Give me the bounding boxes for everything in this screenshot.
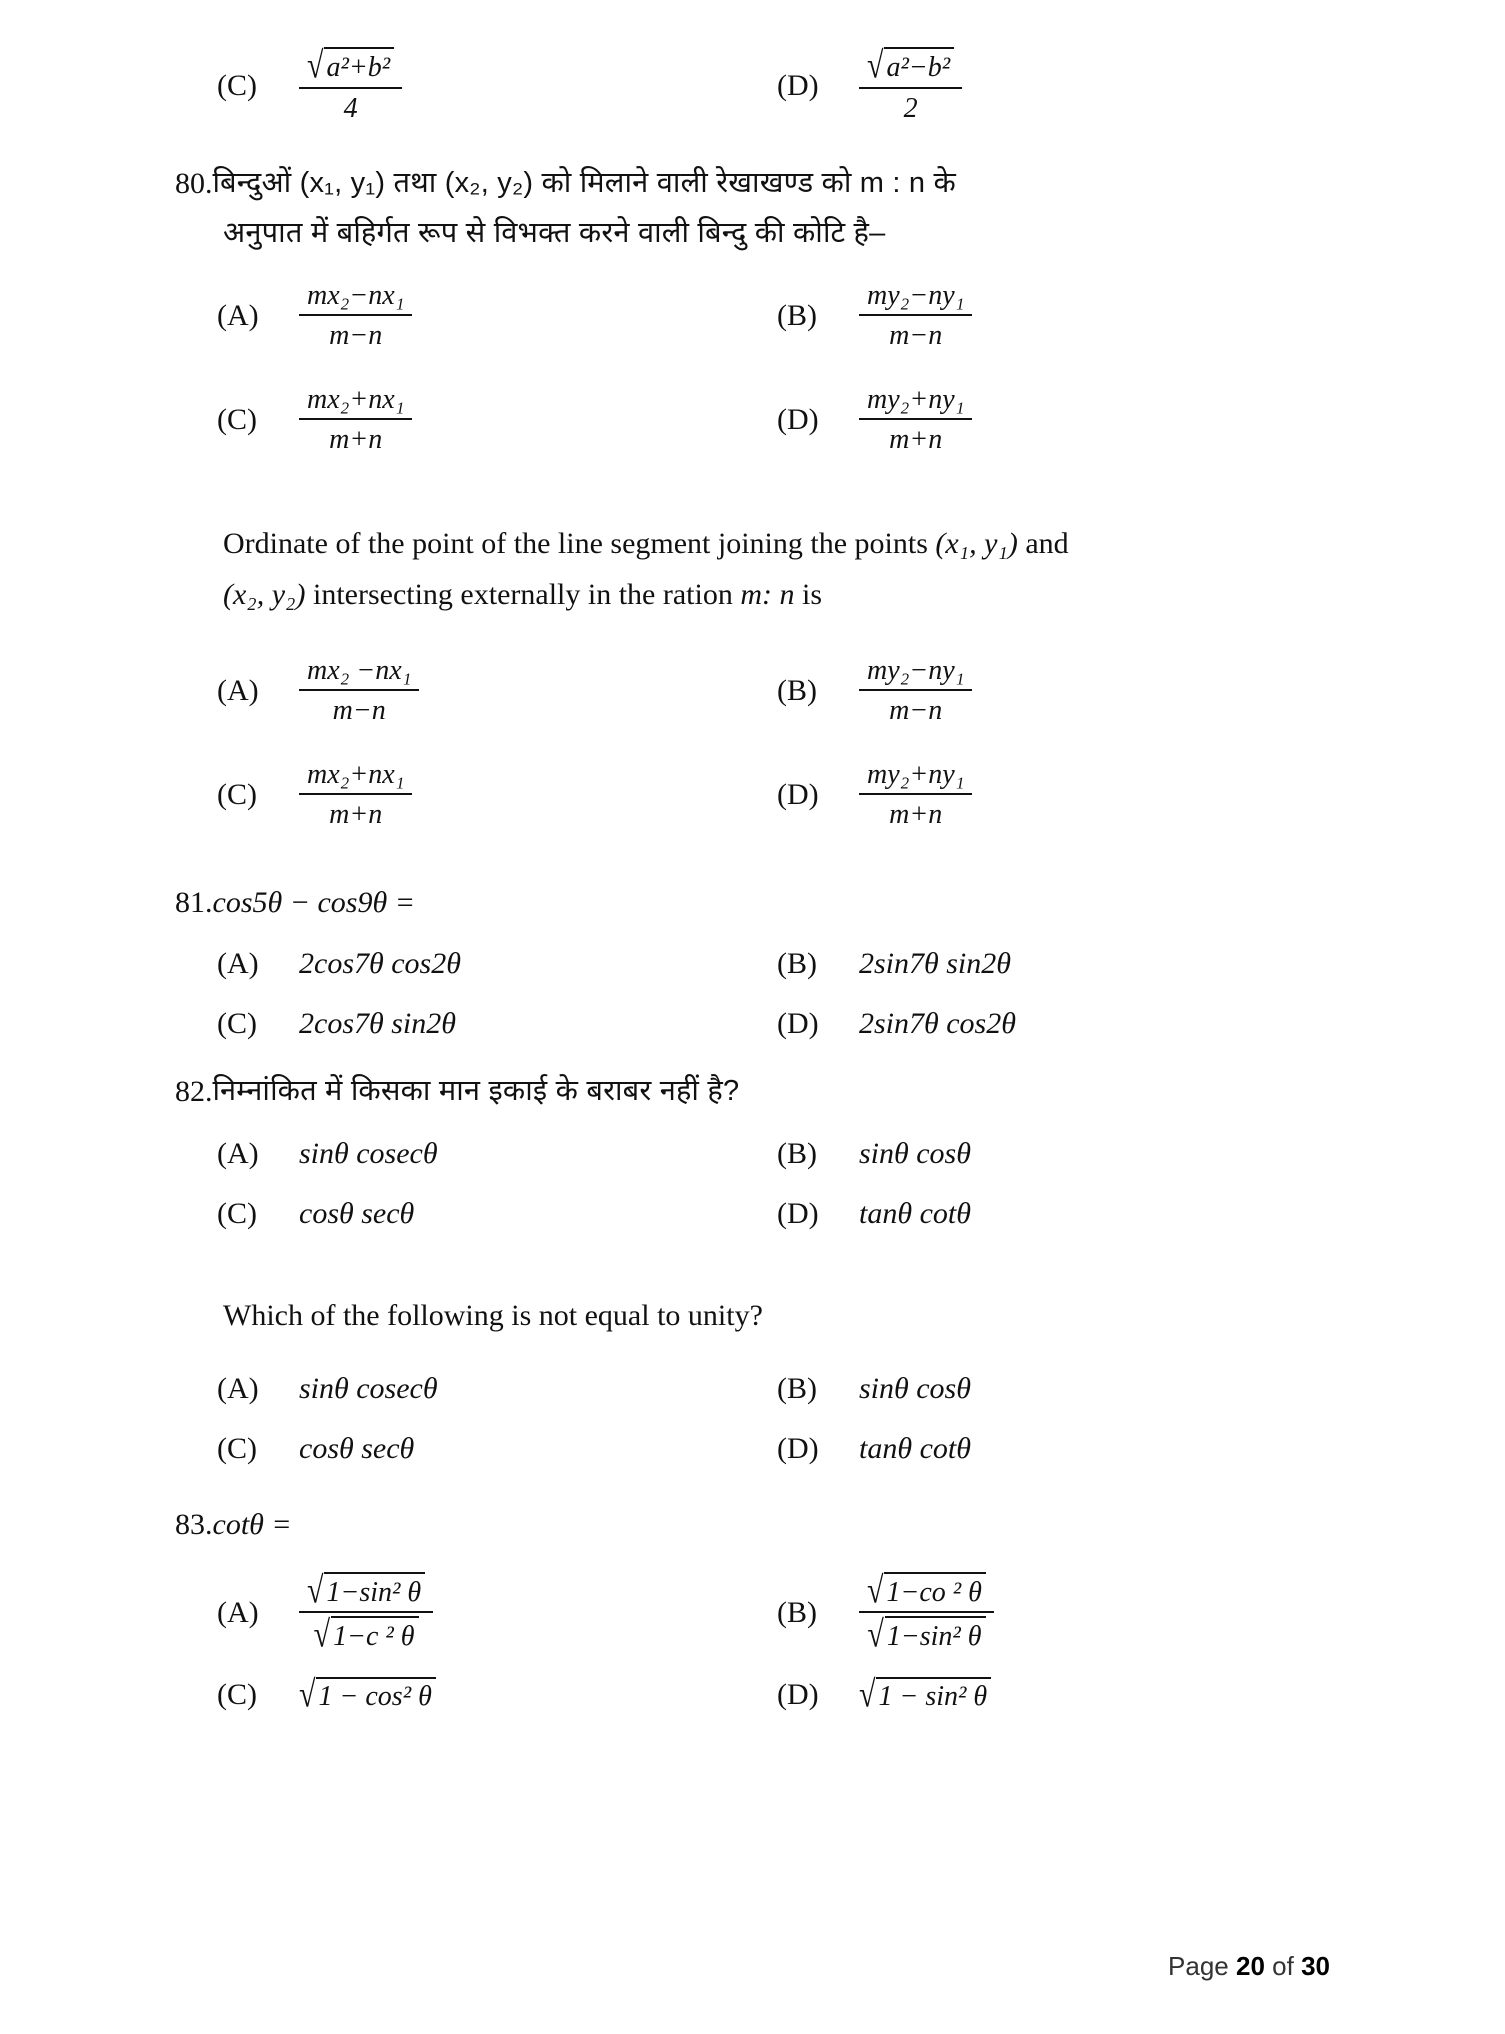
ratio-value: m: n	[740, 578, 795, 612]
option-row[interactable]	[777, 1665, 1335, 1725]
question-82-options-english	[217, 1359, 1335, 1479]
option-value	[859, 1569, 994, 1655]
sqrt-expression	[313, 1613, 419, 1655]
radical-icon: √	[307, 44, 324, 86]
option-value: cosθ secθ	[299, 1432, 415, 1466]
option-label: (C)	[217, 1007, 257, 1041]
fraction-numerator: mx₂ −nx₁	[307, 655, 412, 687]
fraction-numerator	[299, 44, 402, 86]
question-text	[223, 522, 1335, 566]
fraction	[859, 279, 972, 352]
fraction	[299, 279, 412, 352]
question-81-options	[217, 934, 1335, 1054]
option-value: cosθ secθ	[299, 1196, 415, 1230]
question-82-options-hindi	[217, 1124, 1335, 1244]
fraction	[299, 654, 419, 727]
question-82-stem-hindi	[175, 1070, 1335, 1114]
option-label: (B)	[777, 298, 817, 332]
footer-total-pages: 30	[1301, 1951, 1330, 1981]
footer-page-number: 20	[1236, 1951, 1265, 1981]
question-83-stem	[175, 1503, 1335, 1547]
fraction-denominator: m−n	[299, 314, 412, 352]
option-row[interactable]	[777, 1124, 1335, 1184]
question-text-tail: is	[802, 578, 823, 612]
radical-icon: √	[299, 1673, 316, 1715]
option-row[interactable]	[777, 34, 1335, 138]
option-label: (C)	[217, 1196, 257, 1230]
question-80-options-hindi	[217, 264, 1335, 472]
fraction-numerator: mx₂+nx₁	[307, 384, 405, 416]
option-label: (D)	[777, 777, 819, 811]
fraction-numerator	[859, 44, 962, 86]
option-value	[859, 44, 962, 124]
option-value: tanθ cotθ	[859, 1432, 971, 1466]
point-one: (x₁, y₁)	[935, 526, 1018, 560]
sqrt-expression	[867, 1569, 986, 1611]
option-label: (D)	[777, 1432, 819, 1466]
question-text-tail: and	[1025, 526, 1069, 560]
radicand: 1−c ² θ	[331, 1616, 418, 1653]
fraction	[299, 758, 412, 831]
question-81-stem	[175, 881, 1335, 925]
option-row[interactable]	[217, 1124, 777, 1184]
question-number: 80.	[175, 167, 213, 200]
option-label: (B)	[777, 673, 817, 707]
question-79-options	[217, 34, 1335, 138]
option-row[interactable]	[217, 264, 777, 368]
fraction-numerator: mx₂+nx₁	[307, 759, 405, 791]
option-value	[299, 44, 402, 124]
option-row[interactable]	[777, 743, 1335, 847]
option-label: (B)	[777, 1136, 817, 1170]
question-number: 82.	[175, 1075, 213, 1109]
question-text: Which of the following is not equal to unity?	[223, 1298, 763, 1332]
fraction	[859, 758, 972, 831]
question-80-stem-english-line2	[223, 573, 1335, 617]
option-value: 2sin7θ cos2θ	[859, 1007, 1016, 1041]
option-value: 2cos7θ sin2θ	[299, 1007, 456, 1041]
question-number: 81.	[175, 885, 213, 919]
question-text-main: intersecting externally in the ration	[312, 578, 733, 612]
fraction-numerator: mx₂−nx₁	[307, 280, 405, 312]
option-row[interactable]	[217, 368, 777, 472]
radicand: 1−sin² θ	[324, 1572, 425, 1609]
option-label: (C)	[217, 777, 257, 811]
question-text	[223, 573, 1335, 617]
option-row[interactable]	[777, 1184, 1335, 1244]
option-value	[299, 383, 412, 456]
option-value	[299, 758, 412, 831]
option-value	[859, 279, 972, 352]
option-value	[859, 383, 972, 456]
option-value	[299, 654, 419, 727]
fraction	[299, 44, 402, 124]
footer-middle: of	[1272, 1951, 1294, 1981]
question-number: 83.	[175, 1508, 213, 1542]
question-text: बिन्दुओं (x₁, y₁) तथा (x₂, y₂) को मिलाने वाली रेखाखण्ड को m : n के	[212, 167, 956, 199]
fraction-numerator: my₂+ny₁	[867, 759, 965, 791]
option-value: sinθ cosθ	[859, 1136, 971, 1170]
fraction-denominator: m+n	[859, 418, 972, 456]
question-text: cos5θ − cos9θ =	[212, 885, 415, 919]
radicand: 1 − sin² θ	[876, 1677, 991, 1713]
footer-prefix: Page	[1168, 1951, 1229, 1981]
option-row[interactable]	[777, 1561, 1335, 1665]
radical-icon: √	[867, 1569, 884, 1611]
fraction	[859, 44, 962, 124]
option-row[interactable]	[217, 639, 777, 743]
option-value: tanθ cotθ	[859, 1196, 971, 1230]
option-label: (A)	[217, 1595, 259, 1629]
fraction	[859, 654, 972, 727]
fraction-denominator: 4	[299, 87, 402, 125]
question-82-stem-english	[223, 1294, 1335, 1338]
option-row[interactable]	[217, 1359, 777, 1419]
option-value	[859, 758, 972, 831]
option-value	[299, 279, 412, 352]
option-row[interactable]	[777, 1359, 1335, 1419]
radical-icon: √	[859, 1673, 876, 1715]
option-label: (B)	[777, 1595, 817, 1629]
radicand: 1 − cos² θ	[316, 1677, 435, 1713]
question-text: निम्नांकित में किसका मान इकाई के बराबर नहीं है?	[212, 1075, 740, 1108]
radicand: 1−sin² θ	[885, 1616, 986, 1653]
option-value: 2sin7θ sin2θ	[859, 947, 1011, 981]
question-80-options-english	[217, 639, 1335, 847]
option-row[interactable]	[777, 994, 1335, 1054]
question-80-stem-hindi	[175, 162, 1335, 206]
option-label: (A)	[217, 1372, 259, 1406]
option-row[interactable]	[217, 1561, 777, 1665]
option-value: sinθ cosecθ	[299, 1136, 438, 1170]
option-row[interactable]	[217, 994, 777, 1054]
option-row[interactable]	[777, 368, 1335, 472]
fraction-denominator: m−n	[859, 314, 972, 352]
radical-icon: √	[867, 1613, 884, 1655]
fraction-denominator: m−n	[859, 689, 972, 727]
fraction-denominator: m+n	[299, 418, 412, 456]
fraction-numerator	[299, 1569, 433, 1611]
option-label: (D)	[777, 402, 819, 436]
question-text: अनुपात में बहिर्गत रूप से विभक्त करने वाली बिन्दु की कोटि है–	[223, 216, 886, 249]
question-text-main: Ordinate of the point of the line segment joining the points	[223, 526, 928, 560]
option-value: sinθ cosecθ	[299, 1372, 438, 1406]
sqrt-expression	[867, 44, 954, 86]
option-label: (A)	[217, 1136, 259, 1170]
option-label: (D)	[777, 69, 819, 102]
option-label: (A)	[217, 298, 259, 332]
sqrt-expression	[307, 1569, 425, 1611]
fraction-numerator: my₂−ny₁	[867, 280, 965, 312]
page-content	[175, 34, 1335, 1725]
option-value: 2cos7θ cos2θ	[299, 947, 461, 981]
option-row[interactable]	[777, 264, 1335, 368]
option-label: (C)	[217, 1677, 257, 1711]
fraction-denominator: m+n	[859, 793, 972, 831]
option-value	[859, 1673, 991, 1715]
option-label: (D)	[777, 1007, 819, 1041]
option-row[interactable]	[217, 934, 777, 994]
question-83-options	[217, 1561, 1335, 1725]
fraction	[859, 1569, 994, 1655]
option-label: (D)	[777, 1196, 819, 1230]
radical-icon: √	[313, 1613, 331, 1655]
fraction-denominator: m−n	[299, 689, 419, 727]
option-row[interactable]	[217, 743, 777, 847]
option-label: (B)	[777, 947, 817, 981]
option-value	[299, 1673, 436, 1715]
fraction-numerator	[859, 1569, 994, 1611]
fraction-denominator: 2	[859, 87, 962, 125]
point-two: (x₂, y₂)	[223, 578, 306, 612]
option-row[interactable]	[217, 1665, 777, 1725]
option-row[interactable]	[777, 1419, 1335, 1479]
option-value	[859, 654, 972, 727]
radicand: a²−b²	[884, 47, 954, 84]
fraction-numerator: my₂−ny₁	[867, 655, 965, 687]
fraction	[859, 383, 972, 456]
radicand: a²+b²	[324, 47, 394, 84]
option-row[interactable]	[217, 1184, 777, 1244]
sqrt-expression	[867, 1613, 985, 1655]
radical-icon: √	[307, 1569, 324, 1611]
question-text: cotθ =	[212, 1508, 292, 1542]
option-label: (C)	[217, 1432, 257, 1466]
fraction	[299, 383, 412, 456]
option-label: (A)	[217, 673, 259, 707]
option-value: sinθ cosθ	[859, 1372, 971, 1406]
sqrt-expression	[299, 1673, 436, 1715]
option-row[interactable]	[777, 639, 1335, 743]
fraction-denominator	[299, 1611, 433, 1653]
option-label: (D)	[777, 1677, 819, 1711]
fraction-denominator	[859, 1611, 994, 1653]
question-80-stem-english-line1	[223, 522, 1335, 566]
page-footer	[1168, 1951, 1330, 1982]
option-label: (C)	[217, 69, 257, 102]
radicand: 1−co ² θ	[884, 1572, 985, 1609]
question-80-stem-hindi-line2	[223, 212, 1335, 254]
fraction-denominator: m+n	[299, 793, 412, 831]
fraction	[299, 1569, 433, 1655]
fraction-numerator: my₂+ny₁	[867, 384, 965, 416]
option-row[interactable]	[217, 1419, 777, 1479]
sqrt-expression	[307, 44, 394, 86]
option-label: (A)	[217, 947, 259, 981]
radical-icon: √	[867, 44, 884, 86]
option-row[interactable]	[217, 34, 777, 138]
sqrt-expression	[859, 1673, 991, 1715]
option-value	[299, 1569, 433, 1655]
option-label: (B)	[777, 1372, 817, 1406]
option-label: (C)	[217, 402, 257, 436]
option-row[interactable]	[777, 934, 1335, 994]
